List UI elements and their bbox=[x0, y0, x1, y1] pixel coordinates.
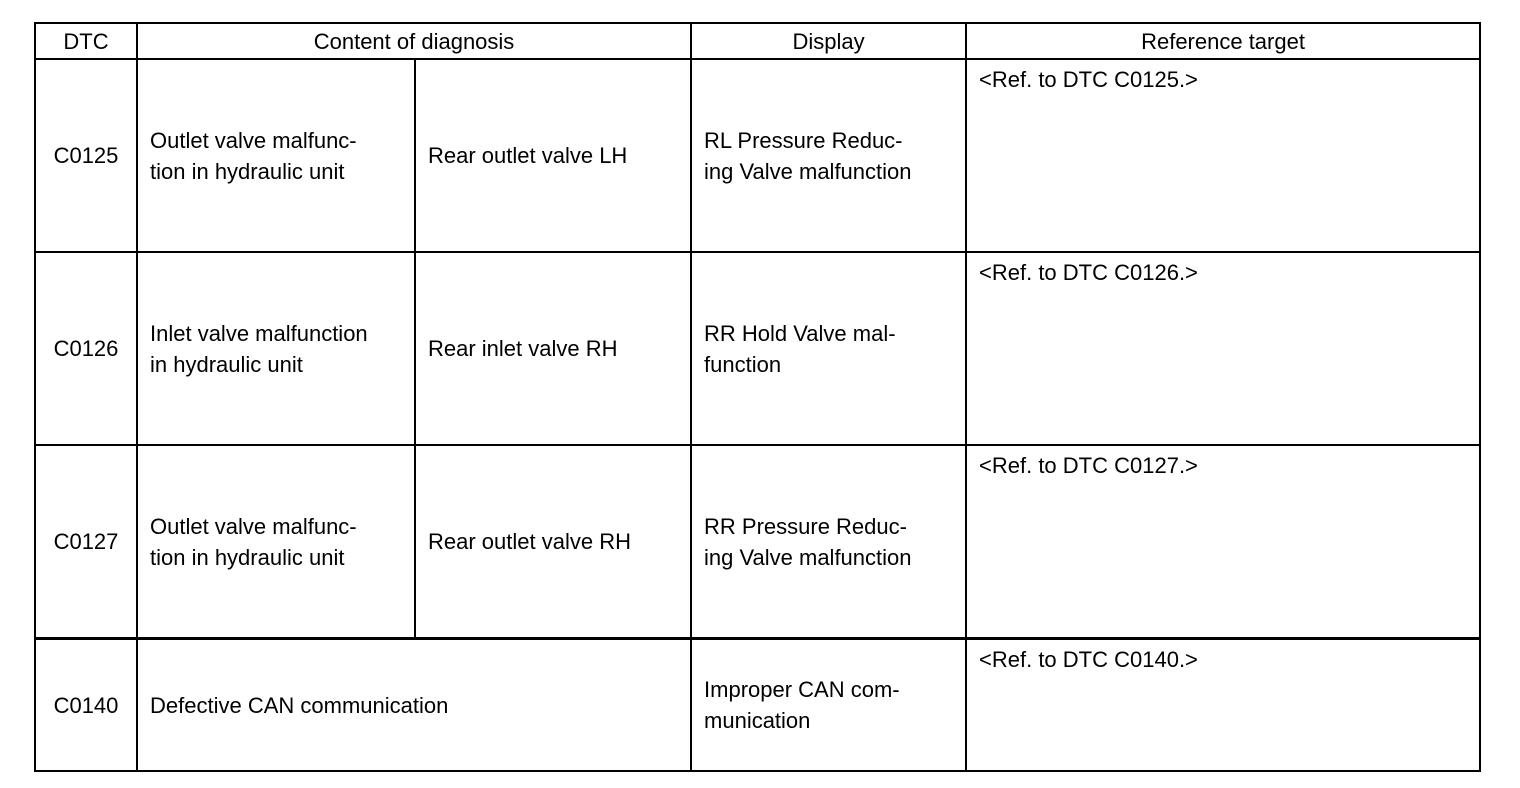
header-content-of-diagnosis: Content of diagnosis bbox=[137, 23, 691, 59]
diagnosis-description bbox=[137, 252, 415, 445]
reference-link[interactable]: <Ref. to DTC C0140.> bbox=[979, 647, 1198, 672]
header-dtc: DTC bbox=[35, 23, 137, 59]
dtc-code: C0127 bbox=[35, 445, 137, 639]
display-text: RR Pressure Reduc- ing Valve malfunction bbox=[704, 513, 912, 570]
diagnosis-location bbox=[415, 59, 691, 252]
diagnosis-description bbox=[137, 59, 415, 252]
diagnosis-description bbox=[137, 639, 691, 772]
header-reference-target: Reference target bbox=[966, 23, 1480, 59]
dtc-code: C0140 bbox=[35, 639, 137, 772]
table-row bbox=[35, 445, 1480, 639]
display-text: RR Hold Valve mal- function bbox=[704, 320, 896, 377]
diagnosis-text: Outlet valve malfunc- tion in hydraulic unit bbox=[150, 513, 357, 570]
diagnosis-location bbox=[415, 445, 691, 639]
dtc-code: C0125 bbox=[35, 59, 137, 252]
diagnosis-description bbox=[137, 445, 415, 639]
reference-target bbox=[966, 445, 1480, 639]
table-row bbox=[35, 252, 1480, 445]
reference-target bbox=[966, 639, 1480, 772]
display-message bbox=[691, 639, 966, 772]
display-text: RL Pressure Reduc- ing Valve malfunction bbox=[704, 127, 912, 184]
location-text: Rear outlet valve LH bbox=[428, 143, 628, 168]
display-message bbox=[691, 252, 966, 445]
display-message bbox=[691, 445, 966, 639]
reference-target bbox=[966, 252, 1480, 445]
diagnosis-location bbox=[415, 252, 691, 445]
reference-link[interactable]: <Ref. to DTC C0125.> bbox=[979, 67, 1198, 92]
diagnosis-text: Defective CAN communication bbox=[150, 692, 449, 718]
location-text: Rear inlet valve RH bbox=[428, 336, 618, 361]
dtc-table bbox=[34, 22, 1481, 772]
display-message bbox=[691, 59, 966, 252]
display-text: Improper CAN com- munication bbox=[704, 677, 900, 733]
table-row bbox=[35, 639, 1480, 772]
header-display: Display bbox=[691, 23, 966, 59]
location-text: Rear outlet valve RH bbox=[428, 529, 631, 554]
diagnosis-text: Inlet valve malfunction in hydraulic unit bbox=[150, 320, 368, 377]
table-row bbox=[35, 59, 1480, 252]
reference-link[interactable]: <Ref. to DTC C0127.> bbox=[979, 453, 1198, 478]
header-row bbox=[35, 23, 1480, 59]
dtc-code: C0126 bbox=[35, 252, 137, 445]
reference-link[interactable]: <Ref. to DTC C0126.> bbox=[979, 260, 1198, 285]
diagnosis-text: Outlet valve malfunc- tion in hydraulic unit bbox=[150, 127, 357, 184]
reference-target bbox=[966, 59, 1480, 252]
